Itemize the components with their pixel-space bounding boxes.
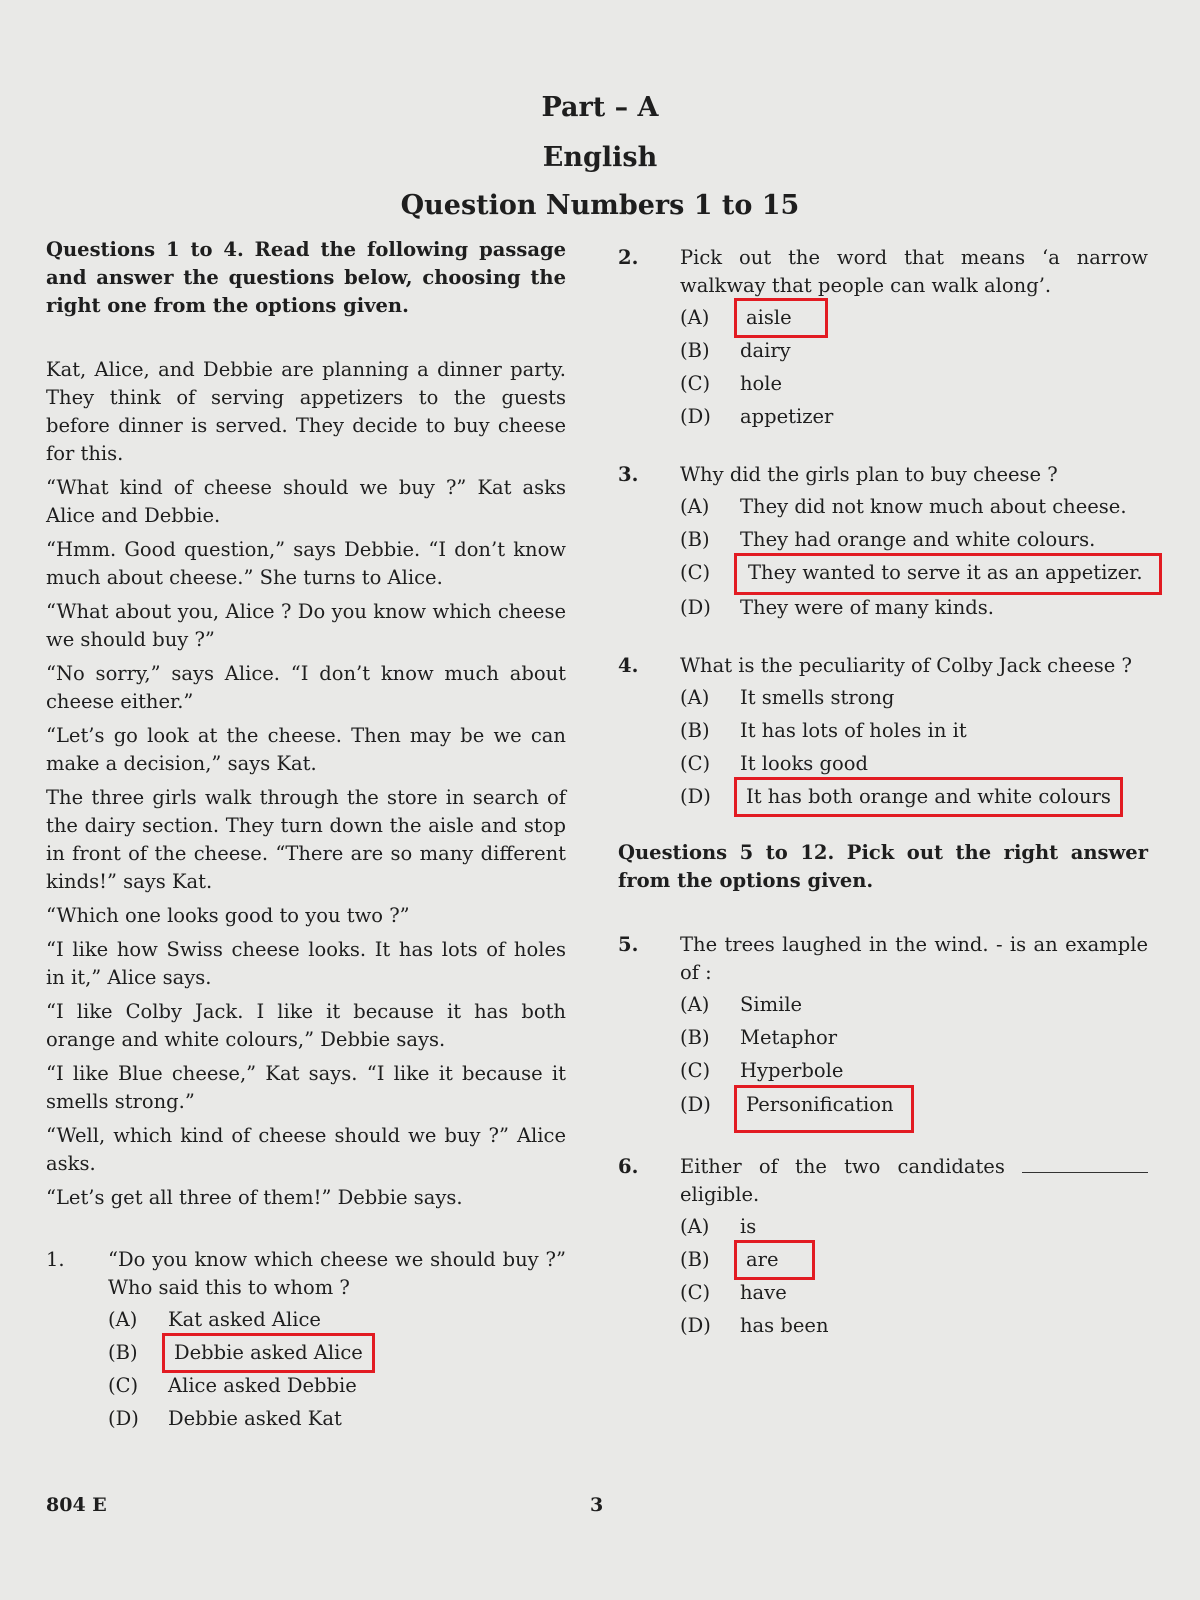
option-label: (B)	[680, 1026, 710, 1049]
option-label: (D)	[680, 405, 711, 428]
passage-paragraph: Kat, Alice, and Debbie are planning a dinner party. They think of serving appetizers to the guests before dinner is served. They decide to buy cheese for this.	[46, 358, 566, 465]
question-number: 4.	[618, 654, 639, 677]
question-text: Pick out the word that means ‘a narrow walkway that people can walk along’.	[680, 246, 1148, 297]
option-d[interactable]	[680, 783, 1148, 811]
options-list	[680, 684, 1148, 811]
question-range-heading: Question Numbers 1 to 15	[400, 190, 800, 221]
option-text: It looks good	[740, 752, 868, 775]
question-text: What is the peculiarity of Colby Jack cheese ?	[680, 654, 1132, 677]
part-heading: Part – A	[541, 92, 659, 123]
question-number: 5.	[618, 933, 639, 956]
question-number: 3.	[618, 463, 639, 486]
paper-code: 804 E	[46, 1494, 107, 1516]
option-b[interactable]	[680, 1024, 1148, 1052]
option-label: (B)	[680, 1248, 710, 1271]
option-b[interactable]	[680, 1246, 1148, 1274]
option-text: It has lots of holes in it	[740, 719, 967, 742]
passage-instructions: Questions 1 to 4. Read the following passage and answer the questions below, choosing the right one from the options given.	[46, 238, 566, 317]
option-text: Simile	[740, 993, 803, 1016]
option-label: (C)	[680, 561, 711, 584]
question-5	[618, 931, 1148, 1127]
option-label: (C)	[108, 1374, 139, 1397]
option-text: Hyperbole	[740, 1059, 844, 1082]
option-d[interactable]	[680, 594, 1148, 622]
option-text: appetizer	[740, 405, 834, 428]
option-label: (D)	[108, 1407, 139, 1430]
option-a[interactable]	[680, 1213, 1148, 1241]
option-label: (B)	[680, 528, 710, 551]
question-text-part: Either of the two candidates	[680, 1155, 1005, 1178]
option-label: (A)	[680, 993, 710, 1016]
option-text: Kat asked Alice	[168, 1308, 321, 1331]
passage-paragraph: “I like how Swiss cheese looks. It has lots of holes in it,” Alice says.	[46, 938, 566, 989]
selected-answer-box: are	[740, 1246, 809, 1274]
right-column	[618, 244, 1148, 1345]
option-b[interactable]	[680, 337, 1148, 365]
option-label: (D)	[680, 596, 711, 619]
option-text: They had orange and white colours.	[740, 528, 1096, 551]
option-c[interactable]	[680, 1057, 1148, 1085]
option-a[interactable]	[680, 493, 1148, 521]
option-text: It smells strong	[740, 686, 895, 709]
option-a[interactable]	[680, 684, 1148, 712]
option-text: They were of many kinds.	[740, 596, 994, 619]
option-c[interactable]	[108, 1372, 566, 1400]
option-d[interactable]	[108, 1405, 566, 1433]
option-a[interactable]	[680, 304, 1148, 332]
option-text: has been	[740, 1314, 829, 1337]
option-label: (B)	[680, 339, 710, 362]
question-text	[680, 1153, 1148, 1209]
option-text: They did not know much about cheese.	[740, 495, 1127, 518]
option-c[interactable]	[680, 370, 1148, 398]
option-a[interactable]	[108, 1306, 566, 1334]
question-number: 2.	[618, 246, 639, 269]
option-label: (A)	[108, 1308, 138, 1331]
options-list	[680, 304, 1148, 431]
question-text: “Do you know which cheese we should buy ?” Who said this to whom ?	[108, 1248, 566, 1299]
options-list	[680, 991, 1148, 1127]
option-b[interactable]	[680, 717, 1148, 745]
option-b[interactable]	[680, 526, 1148, 554]
option-label: (C)	[680, 752, 711, 775]
selected-answer-box: aisle	[740, 304, 822, 332]
option-d[interactable]	[680, 403, 1148, 431]
question-4	[618, 652, 1148, 811]
option-b[interactable]	[108, 1339, 566, 1367]
question-number: 1.	[46, 1248, 65, 1271]
option-text: Metaphor	[740, 1026, 838, 1049]
option-label: (D)	[680, 785, 711, 808]
answer-blank	[1022, 1156, 1148, 1173]
option-text: hole	[740, 372, 783, 395]
option-label: (D)	[680, 1314, 711, 1337]
options-list	[680, 1213, 1148, 1340]
question-text: The trees laughed in the wind. - is an example of :	[680, 933, 1148, 984]
passage-paragraph: “I like Colby Jack. I like it because it has both orange and white colours,” Debbie says.	[46, 1000, 566, 1051]
option-label: (A)	[680, 686, 710, 709]
option-label: (C)	[680, 372, 711, 395]
option-c[interactable]	[680, 559, 1148, 589]
option-a[interactable]	[680, 991, 1148, 1019]
left-column	[46, 236, 566, 1438]
option-text: is	[740, 1215, 757, 1238]
passage-paragraph: “Let’s go look at the cheese. Then may be we can make a decision,” says Kat.	[46, 724, 566, 775]
passage-paragraph: “Well, which kind of cheese should we buy ?” Alice asks.	[46, 1124, 566, 1175]
passage-paragraph: “What kind of cheese should we buy ?” Kat asks Alice and Debbie.	[46, 476, 566, 527]
option-label: (A)	[680, 306, 710, 329]
question-6	[618, 1153, 1148, 1340]
selected-answer-box: It has both orange and white colours	[740, 783, 1117, 811]
options-list	[680, 493, 1148, 622]
option-text: Alice asked Debbie	[168, 1374, 357, 1397]
passage-paragraph: “I like Blue cheese,” Kat says. “I like it because it smells strong.”	[46, 1062, 566, 1113]
passage-paragraph: “Let’s get all three of them!” Debbie says.	[46, 1186, 463, 1209]
question-number: 6.	[618, 1155, 639, 1178]
subject-heading: English	[542, 142, 658, 173]
question-text: Why did the girls plan to buy cheese ?	[680, 463, 1058, 486]
option-label: (B)	[108, 1341, 138, 1364]
option-c[interactable]	[680, 1279, 1148, 1307]
option-text: have	[740, 1281, 787, 1304]
passage-paragraph: “Hmm. Good question,” says Debbie. “I don’t know much about cheese.” She turns to Alice.	[46, 538, 566, 589]
option-text: Debbie asked Kat	[168, 1407, 342, 1430]
selected-answer-box: Debbie asked Alice	[168, 1339, 369, 1367]
question-2	[618, 244, 1148, 431]
options-list	[108, 1306, 566, 1433]
passage-paragraph: The three girls walk through the store in search of the dairy section. They turn down the aisle and stop in front of the cheese. “There are so many different kinds!” says Kat.	[46, 786, 566, 893]
section-instructions: Questions 5 to 12. Pick out the right answer from the options given.	[618, 841, 1148, 892]
selected-answer-box: Personification	[740, 1091, 908, 1127]
question-1	[46, 1246, 566, 1433]
option-d[interactable]	[680, 1091, 1148, 1127]
passage-paragraph: “No sorry,” says Alice. “I don’t know much about cheese either.”	[46, 662, 566, 713]
question-text-part: eligible.	[680, 1183, 760, 1206]
option-label: (A)	[680, 1215, 710, 1238]
option-label: (B)	[680, 719, 710, 742]
option-d[interactable]	[680, 1312, 1148, 1340]
option-c[interactable]	[680, 750, 1148, 778]
passage-paragraph: “What about you, Alice ? Do you know which cheese we should buy ?”	[46, 600, 566, 651]
option-label: (C)	[680, 1281, 711, 1304]
option-label: (C)	[680, 1059, 711, 1082]
page-number: 3	[590, 1494, 604, 1516]
option-label: (D)	[680, 1093, 711, 1116]
passage-paragraph: “Which one looks good to you two ?”	[46, 904, 410, 927]
option-text: dairy	[740, 339, 791, 362]
selected-answer-box: They wanted to serve it as an appetizer.	[740, 559, 1156, 589]
question-3	[618, 461, 1148, 622]
passage	[46, 356, 566, 1212]
option-label: (A)	[680, 495, 710, 518]
